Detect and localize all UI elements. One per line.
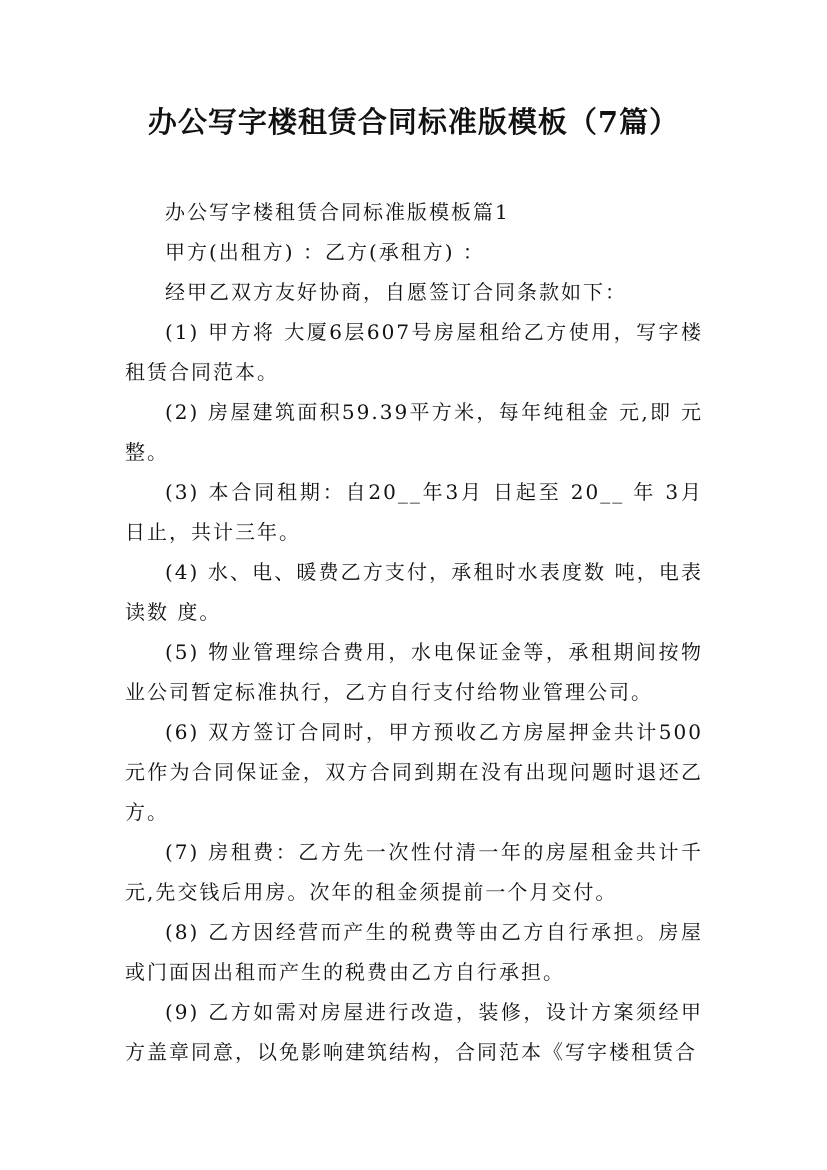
document-body	[125, 192, 703, 1072]
clause-9: (9) 乙方如需对房屋进行改造，装修，设计方案须经甲方盖章同意，以免影响建筑结构，合同范本《写字楼租赁合	[125, 1000, 703, 1064]
intro-paragraph: 经甲乙双方友好协商，自愿签订合同条款如下：	[165, 280, 627, 304]
clause-8: (8) 乙方因经营而产生的税费等由乙方自行承担。房屋或门面因出租而产生的税费由乙方自行承担。	[125, 920, 703, 984]
clause-5: (5) 物业管理综合费用，水电保证金等，承租期间按物业公司暂定标准执行，乙方自行支付给物业管理公司。	[125, 640, 703, 704]
clause-1: (1) 甲方将 大厦6层607号房屋租给乙方使用，写字楼租赁合同范本。	[125, 320, 703, 384]
parties-line: 甲方(出租方) ：乙方(承租方) ：	[165, 240, 485, 264]
section-heading: 办公写字楼租赁合同标准版模板篇1	[165, 200, 510, 224]
clause-7: (7) 房租费：乙方先一次性付清一年的房屋租金共计千元,先交钱后用房。次年的租金须提前一个月交付。	[125, 840, 703, 904]
clause-6: (6) 双方签订合同时，甲方预收乙方房屋押金共计500元作为合同保证金，双方合同到期在没有出现问题时退还乙方。	[125, 720, 703, 824]
clause-3: (3) 本合同租期：自20__年3月 日起至 20__ 年 3月日止，共计三年。	[125, 480, 703, 544]
clause-4: (4) 水、电、暖费乙方支付，承租时水表度数 吨，电表读数 度。	[125, 560, 703, 624]
clause-2: (2) 房屋建筑面积59.39平方米，每年纯租金 元,即 元整。	[125, 400, 703, 464]
document-title: 办公写字楼租赁合同标准版模板（7篇）	[147, 105, 680, 139]
